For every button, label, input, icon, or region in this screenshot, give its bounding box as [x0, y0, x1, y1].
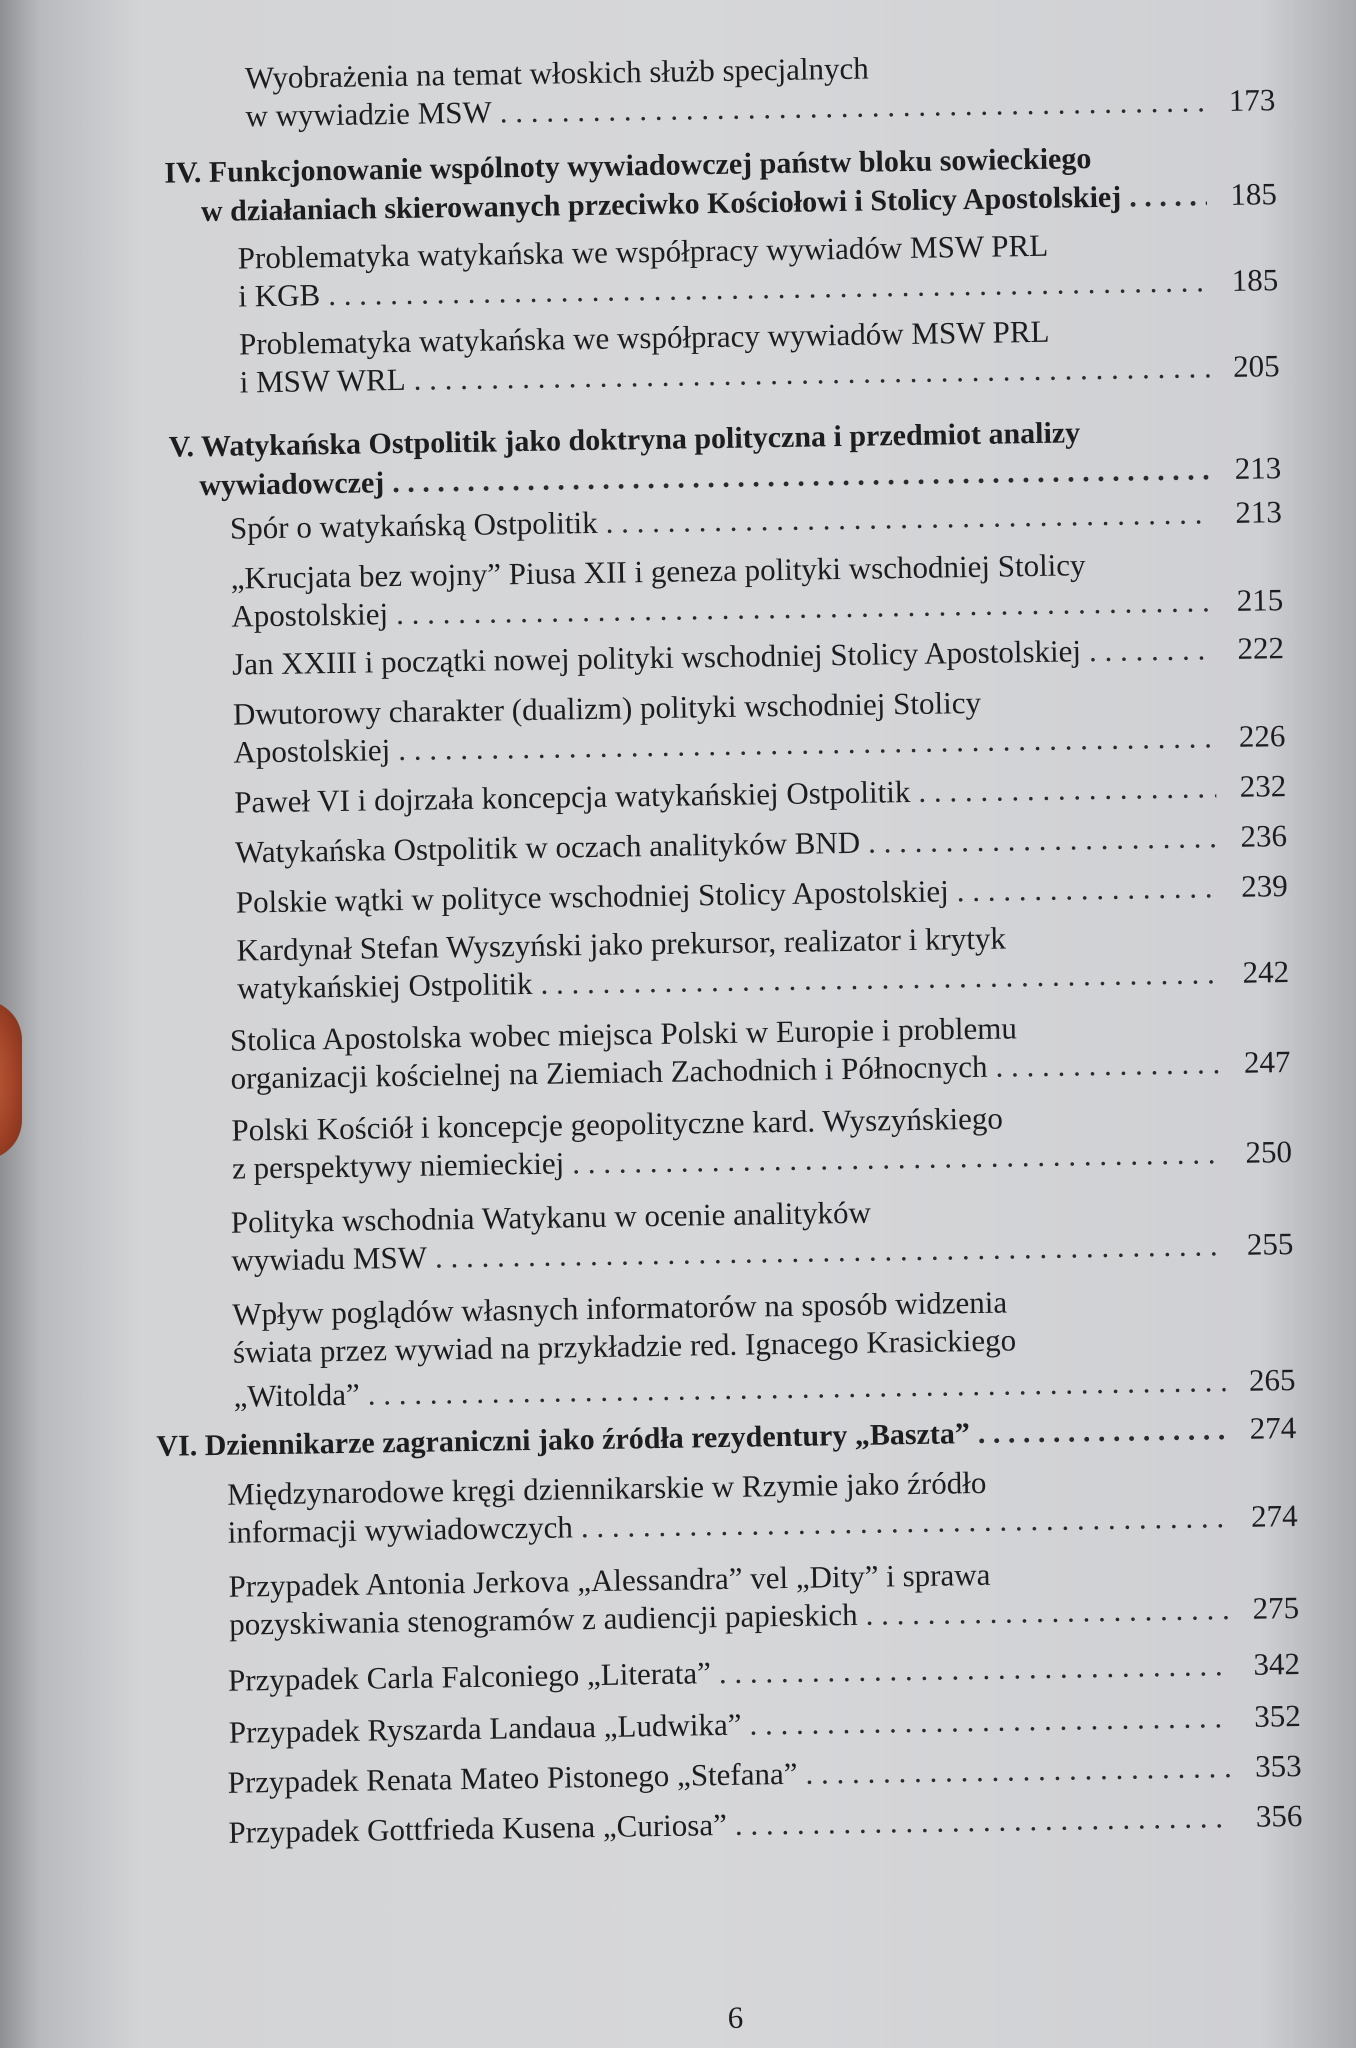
- toc-entry-line: „Krucjata bez wojny” Piusa XII i geneza polityki wschodniej Stolicy: [230, 547, 1086, 596]
- toc-entry-line: Przypadek Gottfrieda Kusena „Curiosa”: [228, 1806, 728, 1850]
- page-ref: 222: [1237, 630, 1285, 666]
- toc-entry-line: Polskie wątki w polityce wschodniej Stolicy Apostolskiej: [235, 873, 950, 920]
- page-ref: 173: [1228, 82, 1276, 118]
- leader-dots: [367, 1362, 1225, 1413]
- toc-entry-line: Wyobrażenia na temat włoskich służb specjalnych: [244, 50, 870, 96]
- toc-entry: [227, 1459, 1298, 1552]
- thumb: [0, 1000, 22, 1160]
- toc-entry: [237, 223, 1278, 315]
- toc-entry-line: informacji wywiadowczych: [227, 1509, 574, 1550]
- toc-entry-line: i MSW WRL: [239, 361, 406, 400]
- page-ref: 274: [1249, 1409, 1297, 1446]
- toc-entry-line: Przypadek Renata Mateo Pistonego „Stefana”: [227, 1755, 798, 1800]
- page-ref: 275: [1252, 1589, 1300, 1626]
- page-ref: 205: [1232, 348, 1280, 384]
- page-ref: 185: [1230, 176, 1278, 212]
- toc-entry-line: Międzynarodowe kręgi dziennikarskie w Rzymie jako źródło: [226, 1464, 987, 1512]
- toc-entry-line: organizacji kościelnej na Ziemiach Zachodnich i Północnych: [230, 1048, 988, 1096]
- toc-entry-line: watykańskiej Ostpolitik: [236, 965, 533, 1006]
- chapter-heading: [164, 137, 1277, 231]
- toc-entry-line: w działaniach skierowanych przeciwko Kościołowi i Stolicy Apostolskiej: [200, 180, 1122, 229]
- page-ref: 342: [1253, 1645, 1301, 1682]
- leader-dots: [749, 1698, 1231, 1744]
- toc-entry: [227, 1747, 1301, 1802]
- toc-entry: [239, 309, 1280, 401]
- leader-dots: [868, 818, 1217, 861]
- page-ref: 239: [1240, 868, 1288, 904]
- toc-entry: [229, 1697, 1301, 1752]
- toc-entry-line: Apostolskiej: [231, 596, 389, 634]
- leader-dots: [1089, 630, 1215, 670]
- toc-entry-line: Problematyka watykańska we współpracy wywiadów MSW PRL: [238, 313, 1050, 362]
- toc-entry: [234, 767, 1286, 822]
- page-ref: 213: [1234, 450, 1282, 486]
- toc-entry: [236, 915, 1289, 1008]
- leader-dots: [719, 1646, 1231, 1692]
- page-ref: 213: [1235, 494, 1283, 530]
- toc-entry-line: Polski Kościół i koncepcje geopolityczne kard. Wyszyńskiego: [231, 1100, 1004, 1148]
- page-ref: 215: [1236, 582, 1284, 618]
- toc-entry-line: Kardynał Stefan Wyszyński jako prekursor, realizator i krytyk: [236, 920, 1007, 968]
- toc-entry: [232, 629, 1284, 684]
- leader-dots: [978, 1411, 1227, 1453]
- toc-entry: [230, 543, 1283, 636]
- page-ref: 353: [1254, 1747, 1302, 1784]
- page-ref: 250: [1245, 1134, 1293, 1170]
- toc-entry-line: Jan XXIII i początki nowej polityki wschodniej Stolicy Apostolskiej: [231, 633, 1082, 682]
- toc-entry-line: V. Watykańska Ostpolitik jako doktryna polityczna i przedmiot analizy: [168, 416, 1081, 464]
- toc-entry-line: Wpływ poglądów własnych informatorów na sposób widzenia: [232, 1284, 1008, 1332]
- toc-entry-line: Dwutorowy charakter (dualizm) polityki wschodniej Stolicy: [232, 684, 982, 732]
- page-ref: 185: [1231, 262, 1279, 298]
- chapter-heading: [168, 411, 1281, 505]
- toc-entry: [228, 1797, 1302, 1852]
- toc-entry-line: Stolica Apostolska wobec miejsca Polski w Europie i problemu: [229, 1010, 1018, 1058]
- leader-dots: [956, 868, 1218, 910]
- leader-dots: [1129, 177, 1207, 216]
- page-number: 6: [727, 1999, 744, 2035]
- leader-dots: [995, 1044, 1221, 1086]
- page-ref: 236: [1240, 818, 1288, 854]
- toc-entry: [231, 1095, 1292, 1188]
- toc-entry-line: VI. Dziennikarze zagraniczni jako źródła rezydentury „Baszta”: [156, 1417, 971, 1463]
- toc-entry-line: Polityka wschodnia Watykanu w ocenie analityków: [230, 1194, 872, 1240]
- toc-entry-line: z perspektywy niemieckiej: [231, 1145, 565, 1186]
- toc-entry: [230, 1005, 1291, 1098]
- toc-entry-line: wywiadu MSW: [231, 1239, 428, 1278]
- toc-entry: [235, 817, 1287, 872]
- toc-entry-line: pozyskiwania stenogramów z audiencji papieskich: [228, 1596, 858, 1642]
- leader-dots: [805, 1748, 1232, 1793]
- toc-entry-line: Spór o watykańską Ostpolitik: [229, 504, 598, 546]
- toc-entry-line: wywiadowczej: [199, 466, 385, 503]
- page-ref: 242: [1242, 954, 1290, 990]
- toc-entry-line: Paweł VI i dojrzała koncepcja watykańskiej Ostpolitik: [234, 773, 911, 820]
- toc-entry-line: Watykańska Ostpolitik w oczach analityków BND: [234, 824, 861, 870]
- book-page: [134, 31, 1305, 2039]
- page-ref: 274: [1250, 1497, 1298, 1534]
- leader-dots: [735, 1798, 1233, 1844]
- page-ref: 247: [1243, 1044, 1291, 1080]
- toc-entry: [233, 679, 1286, 772]
- toc-entry-line: Apostolskiej: [233, 732, 391, 770]
- toc-entry-line: w wywiadzie MSW: [245, 94, 492, 134]
- toc-entry-line: Problematyka watykańska we współpracy wywiadów MSW PRL: [237, 227, 1049, 276]
- leader-dots: [918, 768, 1216, 811]
- leader-dots: [865, 1590, 1229, 1634]
- toc-entry-line: „Witolda”: [233, 1376, 361, 1414]
- toc-entry-line: Przypadek Carla Falconiego „Literata”: [227, 1655, 712, 1698]
- toc-entry-line: Przypadek Antonia Jerkova „Alessandra” vel „Dity” i sprawa: [228, 1556, 991, 1604]
- leader-dots: [605, 494, 1212, 542]
- page-ref: 255: [1246, 1226, 1294, 1262]
- toc-entry-line: IV. Funkcjonowanie wspólnoty wywiadowczej państw bloku sowieckiego: [164, 142, 1092, 190]
- page-ref: 265: [1248, 1362, 1296, 1398]
- page-ref: 352: [1253, 1697, 1302, 1734]
- page-ref: 226: [1238, 718, 1286, 754]
- page-ref: 356: [1255, 1797, 1303, 1834]
- toc-entry-line: Przypadek Ryszarda Landaua „Ludwika”: [228, 1706, 742, 1750]
- toc-entry: [236, 867, 1288, 922]
- toc-entry: [231, 1187, 1294, 1280]
- page-ref: 232: [1239, 768, 1287, 804]
- chapter-heading: [156, 1409, 1296, 1466]
- toc-entry: [232, 1279, 1296, 1416]
- toc-entry: [228, 1551, 1299, 1644]
- toc-entry-line: i KGB: [238, 277, 321, 314]
- toc-entry: [228, 1645, 1300, 1700]
- toc-entry: [245, 43, 1276, 135]
- toc-entry-line: świata przez wywiad na przykładzie red. Ignacego Krasickiego: [232, 1322, 1017, 1370]
